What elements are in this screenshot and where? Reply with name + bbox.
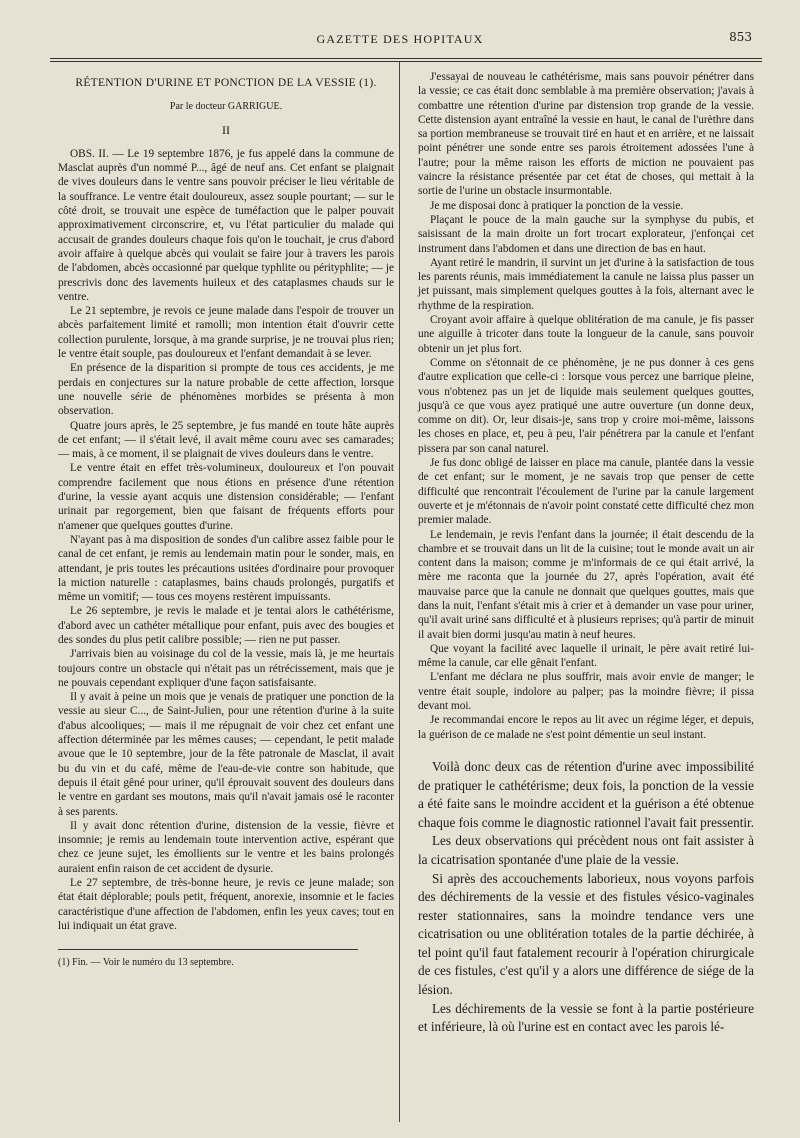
paragraph: En présence de la disparition si prompte de tous ces accidents, je me perdais en conjectures sur la nature probable de cette affection, lorsque une nouvelle série de phénomènes morbides se présenta à mon observation.: [58, 362, 394, 418]
right-column: [418, 70, 754, 1037]
article-byline: Par le docteur GARRIGUE.: [169, 101, 283, 113]
paragraph: Le 21 septembre, je revois ce jeune malade dans l'espoir de trouver un abcès parfaitement limité et ramolli; mon intention était d'ouvrir cette collection purulente, lorsque, à ma grande surprise, je ne trouvai plus rien; le ventre était souple, pas douloureux et l'enfant demandait à se lever.: [58, 305, 394, 361]
paragraph: N'ayant pas à ma disposition de sondes d'un calibre assez faible pour le canal de cet enfant, je remis au lendemain matin pour le sonder, mais, en attendant, je pris toutes les précautions usitées d'ordinaire pour provoquer la miction naturelle : cataplasmes, bains chauds prolongés, purgatifs et même un vomitif; — tous ces moyens restèrent impuissants.: [58, 533, 394, 604]
paragraph: Il y avait donc rétention d'urine, distension de la vessie, fièvre et insomnie; je remis au lendemain toute intervention active, espérant que chez ce jeune sujet, les émollients sur le ventre et les bains prolongés auraient enfin raison de cet accident de dysurie.: [58, 819, 394, 875]
paragraph: Croyant avoir affaire à quelque oblitération de ma canule, je fis passer une aiguille à tricoter dans toute la longueur de la canule, sans pouvoir obtenir un jet plus fort.: [418, 314, 754, 355]
paragraph: Quatre jours après, le 25 septembre, je fus mandé en toute hâte auprès de cet enfant; — il s'était levé, il avait même couru avec ses camarades; — mais, à ce moment, il se plaignait de vives douleurs dans le ventre.: [58, 419, 394, 461]
column-divider: [399, 62, 400, 1122]
left-column: [58, 70, 394, 971]
page-number: 853: [729, 30, 752, 44]
paragraph: J'essayai de nouveau le cathétérisme, mais sans pouvoir pénétrer dans la vessie; ce cas était donc semblable à ma première observation; j'avais à combattre une rétention d'urine par distension trop grande de la vessie. Cette distension ayant entraîné la vessie en haut, le canal de l'urèthre dans sa portion membraneuse se trouvait tiré en haut et en arrière, et ne laissait point pénétrer une sonde entre ses parois étroitement adossées l'une à l'autre; pour la même raison les efforts de miction ne pouvaient pas vaincre la résistance présentée par cet état de choses, qui mettait à la sortie de l'urine un obstacle insurmontable.: [418, 71, 754, 198]
journal-title: GAZETTE DES HOPITAUX: [316, 32, 484, 46]
paragraph: Le 26 septembre, je revis le malade et je tentai alors le cathétérisme, d'abord avec un cathéter métallique pour enfant, puis avec des bougies et des sondes du plus petit calibre possible; — rien ne put passer.: [58, 605, 394, 646]
paragraph: Que voyant la facilité avec laquelle il urinait, le père avait retiré lui-même la canule, car elle gênait l'enfant.: [418, 642, 754, 670]
paragraph: Je recommandai encore le repos au lit avec un régime léger, et depuis, la guérison de ce malade ne s'est point démentie un seul instant.: [418, 714, 754, 741]
page-header: [40, 30, 760, 56]
paragraph: Le ventre était en effet très-volumineux, douloureux et l'on pouvait comprendre facilement que nous étions en présence d'une rétention d'urine, la vessie ayant acquis une distension considérable; — l'enfant urinait par regorgement, bien que faisant de fréquents efforts pour n'amener que quelques gouttes d'urine.: [58, 462, 394, 532]
conclusion-paragraph: Les déchirements de la vessie se font à la partie postérieure et inférieure, là où l'urine est en contact avec les parois lé-: [418, 1000, 754, 1035]
paragraph: L'enfant me déclara ne plus souffrir, mais avoir envie de manger; le ventre était souple, indolore au palper; pas la moindre fièvre; il pissa devant moi.: [418, 671, 754, 713]
footnote: (1) Fin. — Voir le numéro du 13 septembre.: [58, 957, 234, 969]
article-title: RÉTENTION D'URINE ET PONCTION DE LA VESSIE (1).: [75, 77, 377, 89]
footnote-rule: [58, 949, 358, 950]
paragraph: Le 27 septembre, de très-bonne heure, je revis ce jeune malade; son état était déplorable; pouls petit, fréquent, anorexie, insomnie et le facies caractéristique d'une affection de l'abdomen, enfin les yeux caves; tout en lui indiquait un état grave.: [58, 877, 394, 932]
conclusion-paragraph: Les deux observations qui précèdent nous ont fait assister à la cicatrisation spontanée d'une plaie de la vessie.: [418, 833, 754, 867]
paragraph: Ayant retiré le mandrin, il survint un jet d'urine à la satisfaction de tous les parents réunis, mais immédiatement la canule ne laissa plus passer un jet puissant, mais simplement quelques gouttes à la fois, alternant avec le rhythme de la respiration.: [418, 256, 754, 312]
conclusion-section: [418, 758, 754, 1037]
paragraph: Plaçant le pouce de la main gauche sur la symphyse du pubis, et saisissant de la main droite un fort trocart explorateur, j'enfonçai cet instrument dans l'abdomen et dans une direction de bas en haut.: [418, 213, 754, 255]
header-rule: [50, 58, 762, 59]
header-rule-double: [50, 61, 762, 62]
conclusion-paragraph: Si après des accouchements laborieux, nous voyons parfois des déchirements de la vessie et des fistules vésico-vaginales rester stationnaires, sans la moindre tendance vers une cicatrisation ou une oblitération totales de la partie déchirée, à tel point qu'il faut fatalement recourir à l'opération chirurgicale de ces fistules, c'est qu'il y a alors une différence de siége de la lésion.: [418, 870, 754, 998]
paragraph: Je me disposai donc à pratiquer la ponction de la vessie.: [430, 199, 684, 212]
paragraph: OBS. II. — Le 19 septembre 1876, je fus appelé dans la commune de Masclat auprès d'un nommé P..., âgé de neuf ans. Cet enfant se plaignait de vives douleurs dans le ventre sans pouvoir préciser le lieu véritable de la souffrance. Le ventre était douloureux, assez souple pourtant; — sur le côté droit, se trouvait une espèce de tuméfaction que le palper pouvait approximativement circonscrire, et, vu l'état particulier du malade qui accusait de grandes douleurs chaque fois qu'on le touchait, je crus d'abord avoir affaire à quelque abcès qui voulait se faire jour à travers les parois de l'abdomen, abcès occasionné par quelque typhlite ou pérityphlite; — je prescrivis donc des lavements huileux et des cataplasmes chauds sur le ventre.: [58, 147, 394, 303]
paragraph: Il y avait à peine un mois que je venais de pratiquer une ponction de la vessie au sieur C..., de Saint-Julien, pour une rétention d'urine à la suite d'abus alcooliques; — mais il me répugnait de voir chez cet enfant une affection déterminée par les mêmes causes; — cependant, le petit malade avoue que le 10 septembre, jour de la fête patronale de Masclat, il avait bu du vin et du café, même de l'eau-de-vie contre son habitude, que depuis il était gêné pour uriner, qu'il éprouvait souvent des douleurs dans le ventre en gardant ses moutons, mais qu'il n'avait jamais osé le raconter à ses parents.: [58, 691, 394, 818]
paragraph: J'arrivais bien au voisinage du col de la vessie, mais là, je me heurtais toujours contre un obstacle qui n'était pas un rétrécissement, mais que je ne pouvais cependant expliquer d'une façon satisfaisante.: [58, 648, 394, 689]
paragraph: Comme on s'étonnait de ce phénomène, je ne pus donner à ces gens d'autre explication que celle-ci : lorsque vous percez une barrique pleine, vous n'obtenez pas un jet de liquide mais seulement quelques gouttes, jusqu'à ce que vous ayez pratiqué une autre ouverture (un donne deux, comme on dit). Or, leur disais-je, sans trop y croire moi-même, laissons les choses en place, et, peu à peu, l'air pénétrera par la canule et l'enfant pissera par son canal naturel.: [418, 356, 754, 455]
section-number: II: [222, 122, 230, 137]
conclusion-paragraph: Voilà donc deux cas de rétention d'urine avec impossibilité de pratiquer le cathétérisme; deux fois, la ponction de la vessie a été faite sans le moindre accident et la guérison a été obtenue chaque fois comme le diagnostic rationnel l'avait fait pressentir.: [418, 758, 754, 830]
paragraph: Le lendemain, je revis l'enfant dans la journée; il était descendu de la chambre et se trouvait dans un lit de la cuisine; tout le monde avait un air content dans la maison; comme je m'informais de ce qui était arrivé, la mère me raconta que la journée du 27, après l'opération, avait été mauvaise parce que la canule ne donnait que quelques gouttes, mais que dans la nuit, l'enfant s'était mis à crier et à demander un vase pour uriner, qu'il avait uriné sans difficulté et à plusieurs reprises; qu'à partir de minuit il avait bien dormi jusqu'au matin à neuf heures.: [418, 528, 754, 641]
paragraph: Je fus donc obligé de laisser en place ma canule, plantée dans la vessie de cet enfant; sur le moment, je ne savais trop que penser de cette difficulté que rencontrait l'écoulement de l'urine par la canule largement ouverte et je m'étonnais de n'avoir point constaté cette difficulté chez mon premier malade.: [418, 457, 754, 527]
